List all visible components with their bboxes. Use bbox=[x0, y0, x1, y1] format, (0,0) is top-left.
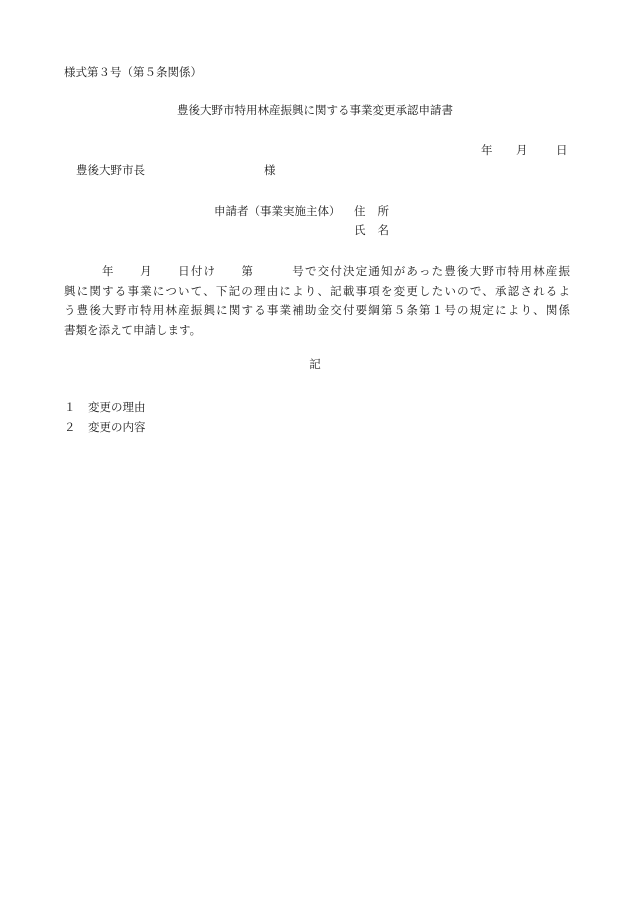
date-month-label: 月 bbox=[516, 143, 528, 157]
item-list bbox=[64, 397, 146, 437]
form-number: 様式第３号（第５条関係） bbox=[64, 65, 202, 79]
list-item bbox=[64, 417, 146, 437]
item-label: 変更の内容 bbox=[88, 420, 146, 434]
honorific: 様 bbox=[264, 163, 276, 177]
applicant-name-label: 氏名 bbox=[354, 223, 401, 237]
body-line: 興に関する事業について、下記の理由により、記載事項を変更したいので、承認されるよ bbox=[64, 283, 570, 298]
note-heading: 記 bbox=[309, 357, 321, 371]
body-line: 書類を添えて申請します。 bbox=[64, 322, 202, 337]
item-label: 変更の理由 bbox=[88, 400, 146, 414]
body-line: う豊後大野市特用林産振興に関する事業補助金交付要綱第５条第１号の規定により、関係 bbox=[64, 303, 570, 317]
body-line: 年 月 日付け 第 号で交付決定通知があった豊後大野市特用林産振 bbox=[64, 264, 570, 278]
application-body bbox=[64, 262, 570, 340]
item-number: １ bbox=[64, 400, 76, 414]
date-year-label: 年 bbox=[481, 143, 493, 157]
applicant-label: 申請者（事業実施主体） bbox=[214, 204, 341, 218]
date-day-label: 日 bbox=[556, 143, 568, 157]
item-number: ２ bbox=[64, 420, 76, 434]
document-title: 豊後大野市特用林産振興に関する事業変更承認申請書 bbox=[177, 103, 453, 117]
addressee: 豊後大野市長 bbox=[76, 163, 145, 177]
applicant-address-label: 住所 bbox=[354, 204, 401, 218]
list-item bbox=[64, 397, 146, 417]
